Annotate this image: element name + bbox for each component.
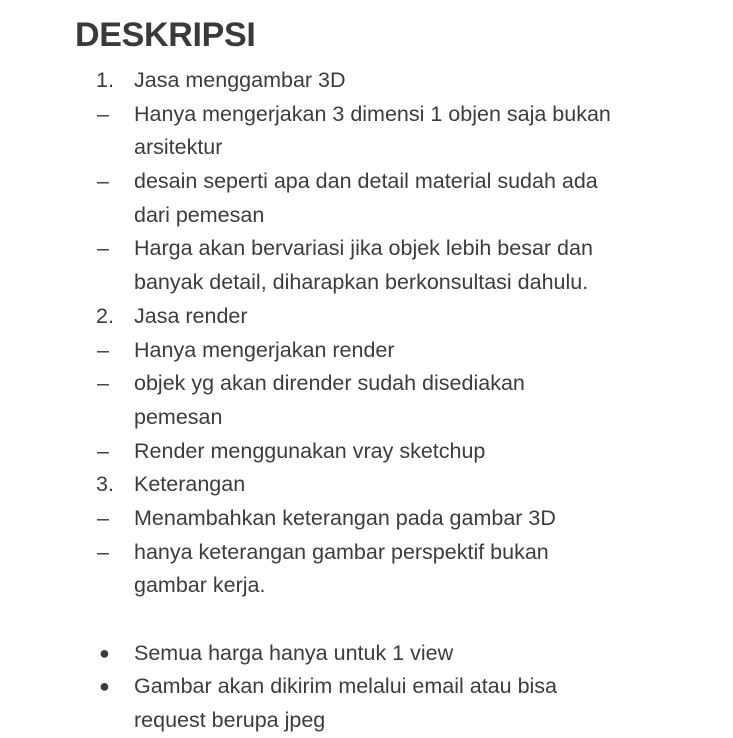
list-text: request berupa jpeg — [134, 708, 326, 733]
list-item-continuation — [0, 569, 733, 603]
list-item — [0, 334, 733, 368]
list-text: hanya keterangan gambar perspektif bukan — [134, 539, 549, 564]
list-item-continuation — [0, 401, 733, 435]
list-text: dari pemesan — [134, 202, 265, 227]
blank-line — [0, 603, 733, 637]
list-text: desain seperti apa dan detail material sudah ada — [134, 169, 598, 194]
list-item — [0, 232, 733, 266]
dash-marker: – — [97, 101, 109, 126]
list-text: Jasa render — [134, 303, 248, 328]
list-text: objek yg akan dirender sudah disediakan — [134, 371, 525, 396]
list-text: Jasa menggambar 3D — [134, 68, 346, 92]
list-text: Hanya mengerjakan 3 dimensi 1 objen saja bukan — [134, 101, 611, 126]
dash-marker: – — [97, 438, 109, 463]
dash-marker: – — [97, 169, 109, 194]
page-title: DESKRIPSI — [75, 16, 256, 54]
list-number: 3. — [96, 472, 114, 497]
list-item — [0, 367, 733, 401]
list-item — [0, 536, 733, 570]
list-item — [0, 502, 733, 536]
list-text: arsitektur — [134, 135, 223, 160]
dash-marker: – — [97, 337, 109, 362]
list-item-continuation — [0, 131, 733, 165]
list-text: Semua harga hanya untuk 1 view — [134, 640, 454, 665]
dash-marker: – — [97, 539, 109, 564]
bullet-item — [0, 670, 733, 704]
list-item — [0, 435, 733, 469]
list-text: Hanya mengerjakan render — [134, 337, 395, 362]
list-item — [0, 300, 733, 334]
list-text: Render menggunakan vray sketchup — [134, 438, 486, 463]
list-item-continuation — [0, 199, 733, 233]
bullet-icon: ● — [99, 676, 110, 697]
list-number: 2. — [96, 303, 114, 328]
bullet-icon: ● — [99, 642, 110, 663]
list-text: Menambahkan keterangan pada gambar 3D — [134, 505, 556, 530]
dash-marker: – — [97, 236, 109, 261]
list-item — [0, 468, 733, 502]
list-number: 1. — [96, 68, 114, 92]
list-item — [0, 98, 733, 132]
list-text: gambar kerja. — [134, 573, 266, 598]
list-text: Harga akan bervariasi jika objek lebih besar dan — [134, 236, 593, 261]
description-list — [0, 64, 733, 738]
list-item — [0, 64, 733, 98]
list-item-continuation — [0, 266, 733, 300]
dash-marker: – — [97, 505, 109, 530]
list-text: banyak detail, diharapkan berkonsultasi dahulu. — [134, 270, 589, 295]
list-text: pemesan — [134, 404, 223, 429]
bullet-item — [0, 637, 733, 671]
dash-marker: – — [97, 371, 109, 396]
list-text: Gambar akan dikirim melalui email atau bisa — [134, 674, 558, 699]
list-text: Keterangan — [134, 472, 246, 497]
list-item — [0, 165, 733, 199]
